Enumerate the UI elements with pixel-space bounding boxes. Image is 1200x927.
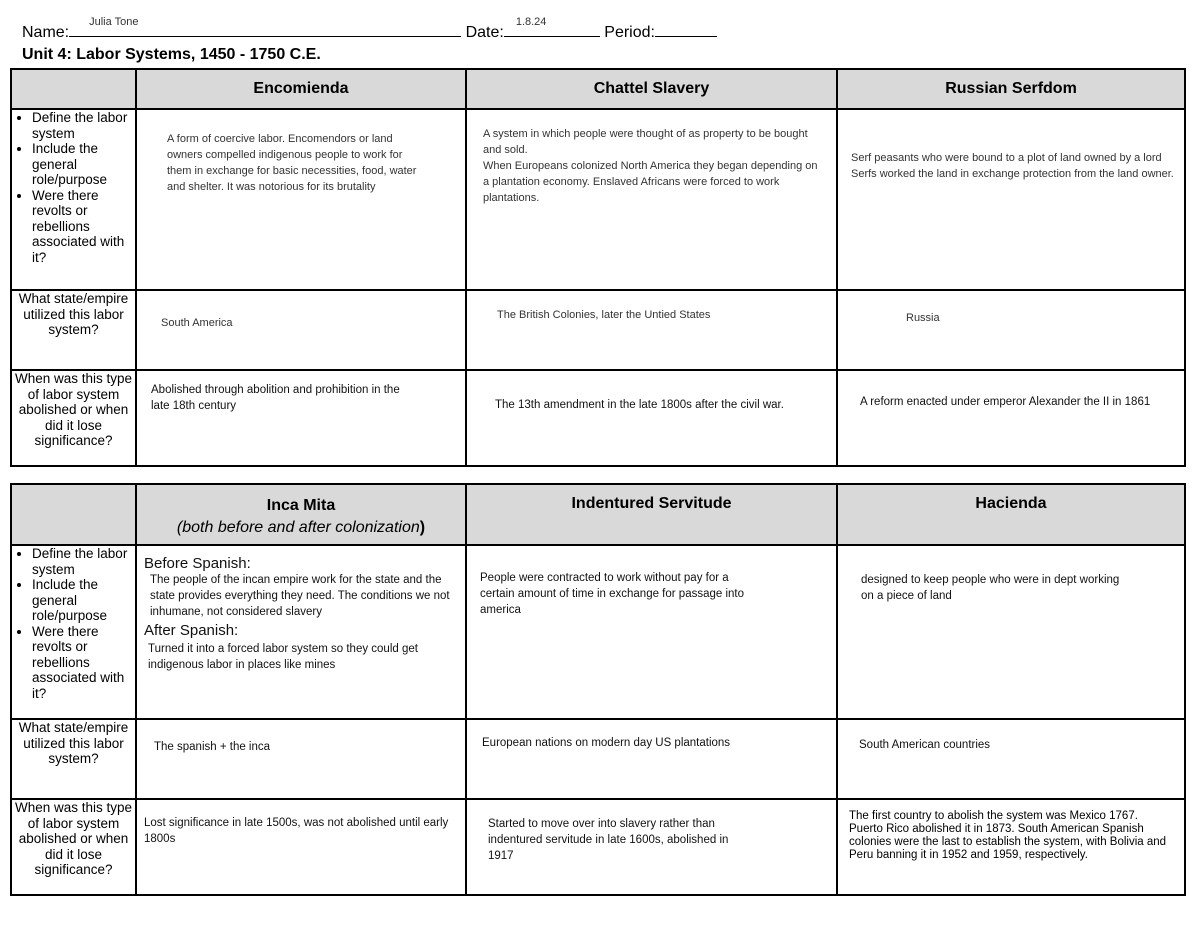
column-header-inca-mita [136,484,466,545]
define-bullet: • Were there revolts or rebellions associated with it? [32,624,135,702]
row-label-abolished: When was this type of labor system abolished or when did it lose significance? [11,799,136,895]
answer-encomienda-abolished: Abolished through abolition and prohibition in the late 18th century [151,384,400,412]
define-bullet: • Include the general role/purpose [32,141,135,188]
answer-cell[interactable] [136,290,466,370]
date-label: Date: [465,24,504,41]
answer-encomienda-state: South America [161,317,233,329]
row-label-abolished: When was this type of labor system abolished or when did it lose significance? [11,370,136,466]
answer-indentured-abolished: Started to move over into slavery rather than indentured servitude in late 1600s, abolished in 1917 [488,818,729,862]
labor-systems-table-2 [10,483,1186,896]
define-bullet: • Define the labor system [32,110,135,141]
name-label: Name: [22,24,70,41]
answer-serfdom-state: Russia [906,312,940,324]
date-field[interactable] [504,16,600,37]
answer-hacienda-state: South American countries [859,739,991,751]
answer-cell[interactable] [466,799,837,895]
answer-inca-abolished: Lost significance in late 1500s, was not abolished until early 1800s [144,817,449,845]
define-bullet: • Define the labor system [32,546,135,577]
column-header-chattel-slavery: Chattel Slavery [466,69,837,109]
answer-cell[interactable] [136,799,466,895]
define-bullet: • Were there revolts or rebellions associated with it? [32,188,135,266]
period-field[interactable] [655,22,717,37]
answer-cell[interactable] [837,290,1185,370]
define-bullet: • Include the general role/purpose [32,577,135,624]
inca-before-text: The people of the incan empire work for the state and the state provides everything they need. The conditions we not inhumane, not considered slavery [150,574,450,618]
inca-after-text: Turned it into a forced labor system so they could get indigenous labor in places like mines [148,643,418,671]
row-label-define [11,545,136,719]
answer-cell[interactable] [136,370,466,466]
date-value: 1.8.24 [515,16,547,28]
answer-cell[interactable] [466,545,837,719]
labor-systems-table-1 [10,68,1186,467]
answer-cell[interactable] [466,290,837,370]
answer-cell[interactable] [466,109,837,290]
row-label-state: What state/empire utilized this labor system? [11,290,136,370]
unit-title: Unit 4: Labor Systems, 1450 - 1750 C.E. [22,46,321,63]
inca-mita-title: Inca Mita [266,497,336,514]
answer-cell[interactable] [136,545,466,719]
answer-serfdom-define: Serf peasants who were bound to a plot of land owned by a lord Serfs worked the land in exchange protection from the land owner. [851,152,1174,180]
answer-cell[interactable] [837,719,1185,799]
answer-indentured-define: People were contracted to work without pay for a certain amount of time in exchange for passage into america [480,572,745,616]
answer-encomienda-define: A form of coercive labor. Encomendors or land owners compelled indigenous people to work for them in exchange for basic necessities, food, water and shelter. It was notorious for its brutality [167,133,417,193]
column-header-encomienda: Encomienda [136,69,466,109]
corner-cell [11,69,136,109]
inca-after-heading: After Spanish: [144,622,239,639]
answer-indentured-state: European nations on modern day US plantations [482,737,731,749]
column-header-russian-serfdom: Russian Serfdom [837,69,1185,109]
answer-cell[interactable] [837,545,1185,719]
answer-chattel-state: The British Colonies, later the Untied States [497,309,711,321]
answer-chattel-abolished: The 13th amendment in the late 1800s after the civil war. [495,399,784,411]
name-field[interactable] [69,16,461,37]
answer-cell[interactable] [837,109,1185,290]
row-label-define [11,109,136,290]
column-header-indentured-servitude: Indentured Servitude [466,484,837,545]
answer-cell[interactable] [466,370,837,466]
worksheet-header [22,16,717,42]
column-header-hacienda: Hacienda [837,484,1185,545]
answer-cell[interactable] [837,370,1185,466]
corner-cell [11,484,136,545]
answer-inca-state: The spanish + the inca [154,741,271,753]
inca-mita-subtitle-close: ) [419,519,426,536]
inca-mita-subtitle: (both before and after colonization [176,519,420,536]
answer-serfdom-abolished: A reform enacted under emperor Alexander the II in 1861 [860,396,1151,408]
answer-cell[interactable] [136,109,466,290]
answer-hacienda-define: designed to keep people who were in dept working on a piece of land [861,574,1120,602]
answer-cell[interactable] [466,719,837,799]
student-name: Julia Tone [89,16,139,28]
period-label: Period: [604,24,655,41]
answer-chattel-define: A system in which people were thought of as property to be bought and sold. When Europeans colonized North America they began depending on a plantation economy. Enslaved Africans were forced to work plantations. [483,128,818,204]
answer-cell[interactable] [136,719,466,799]
row-label-state: What state/empire utilized this labor system? [11,719,136,799]
answer-cell[interactable] [837,799,1185,895]
answer-hacienda-abolished: The first country to abolish the system was Mexico 1767. Puerto Rico abolished it in 1873. South American Spanish colonies were the last to establish the system, with Bolivia and Peru banning it in 1952 and 1959, respectively. [849,810,1167,861]
inca-before-heading: Before Spanish: [144,555,251,572]
